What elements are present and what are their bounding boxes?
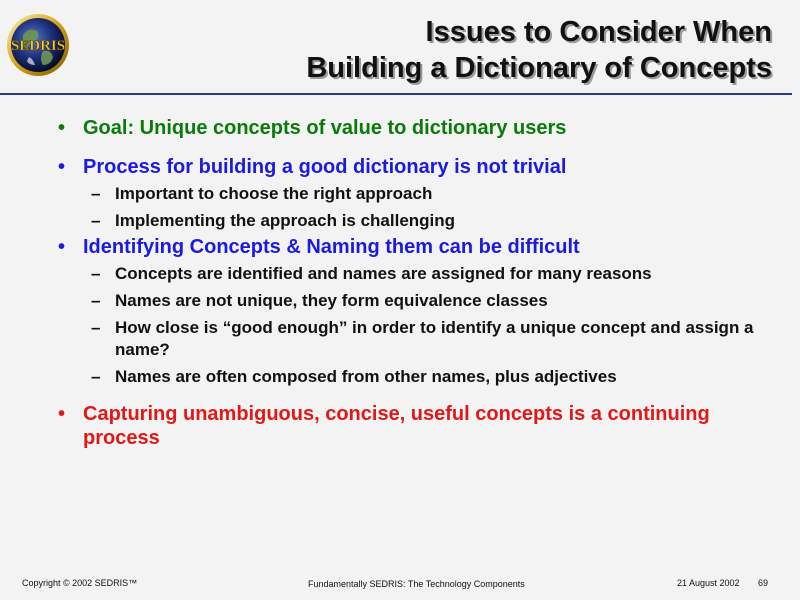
dash-marker: – xyxy=(91,184,101,203)
footer-page-number: 69 xyxy=(758,578,769,588)
footer-center: Fundamentally SEDRIS: The Technology Components xyxy=(308,579,525,589)
sedris-logo xyxy=(5,5,71,85)
logo-text: SEDRIS xyxy=(10,38,66,54)
bullet-item xyxy=(58,116,778,140)
bullet-item xyxy=(58,155,778,179)
bullet-item xyxy=(58,402,778,450)
sub-bullet-item xyxy=(58,183,778,205)
bullet-text: Process for building a good dictionary is not trivial xyxy=(83,156,567,178)
footer-copyright: Copyright © 2002 SEDRIS™ xyxy=(22,578,138,588)
sub-bullet-text: How close is “good enough” in order to identify a unique concept and assign a name? xyxy=(115,318,754,359)
bullet-text: Identifying Concepts & Naming them can be difficult xyxy=(83,236,580,258)
dash-marker: – xyxy=(91,291,101,310)
bullet-marker: • xyxy=(58,156,66,178)
slide-title xyxy=(306,14,772,86)
bullet-text: Goal: Unique concepts of value to dictionary users xyxy=(83,117,567,139)
bullet-marker: • xyxy=(58,236,66,258)
title-line-1: Issues to Consider When xyxy=(425,16,772,48)
bullet-item xyxy=(58,235,778,259)
sub-bullet-text: Implementing the approach is challenging xyxy=(115,211,456,230)
bullet-marker: • xyxy=(58,403,66,425)
dash-marker: – xyxy=(91,264,101,283)
bullet-list xyxy=(58,116,778,450)
sub-bullet-item xyxy=(58,366,778,388)
title-divider xyxy=(0,93,792,95)
sub-bullet-text: Important to choose the right approach xyxy=(115,184,433,203)
sub-bullet-item xyxy=(58,290,778,312)
bullet-marker: • xyxy=(58,117,66,139)
sub-bullet-item xyxy=(58,210,778,232)
sub-bullet-item xyxy=(58,317,778,361)
title-line-2: Building a Dictionary of Concepts xyxy=(306,52,772,84)
footer-date: 21 August 2002 xyxy=(677,578,740,588)
sub-bullet-text: Names are often composed from other names, plus adjectives xyxy=(115,367,617,386)
bullet-text: Capturing unambiguous, concise, useful concepts is a continuing process xyxy=(83,403,710,449)
dash-marker: – xyxy=(91,211,101,230)
dash-marker: – xyxy=(91,318,101,337)
sub-bullet-text: Concepts are identified and names are assigned for many reasons xyxy=(115,264,652,283)
sub-bullet-item xyxy=(58,263,778,285)
dash-marker: – xyxy=(91,367,101,386)
sub-bullet-text: Names are not unique, they form equivalence classes xyxy=(115,291,548,310)
